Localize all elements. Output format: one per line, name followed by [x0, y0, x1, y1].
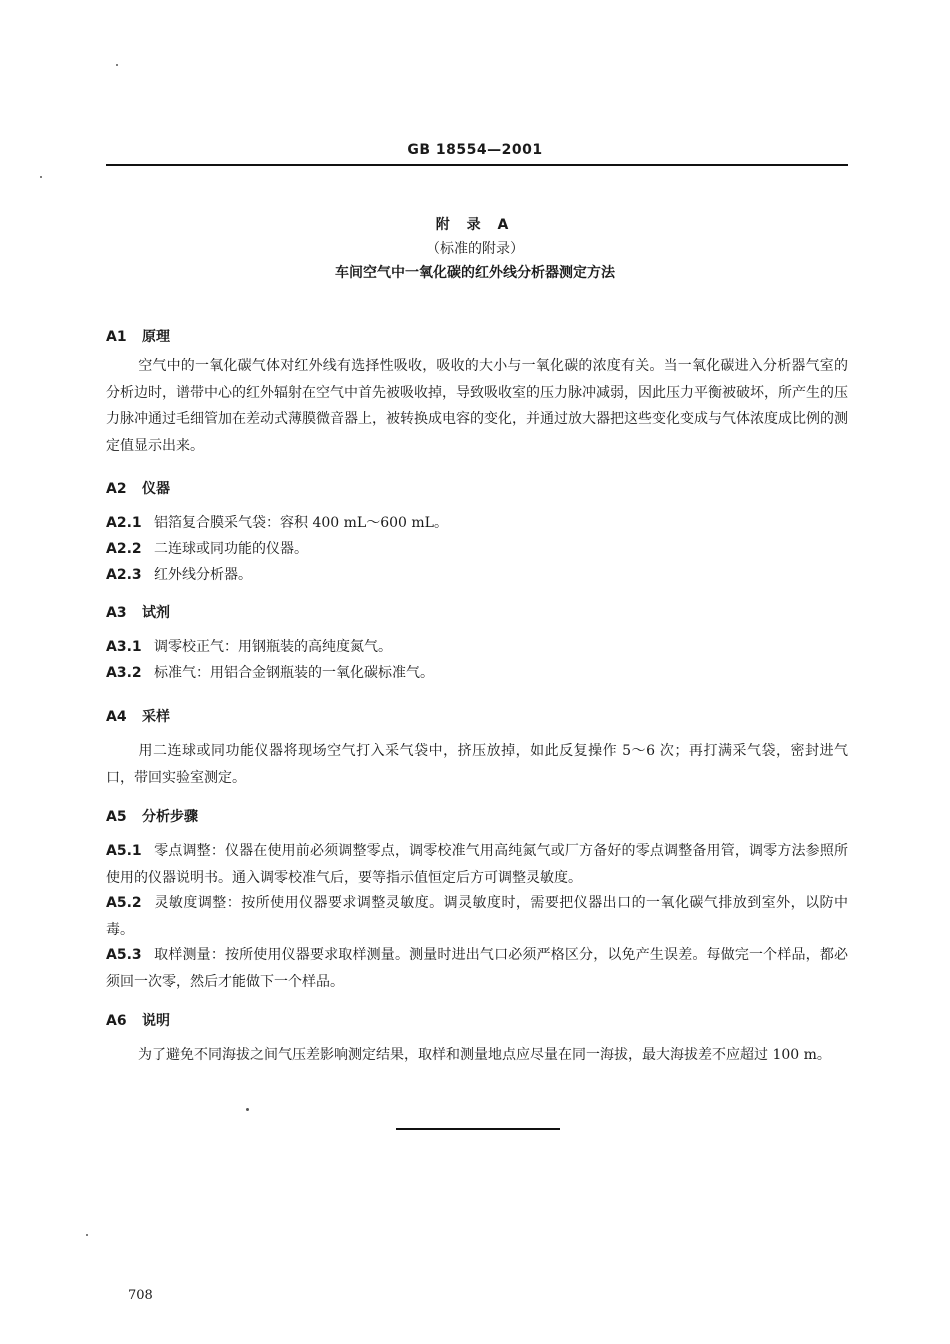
section-number: A1 — [106, 329, 127, 345]
paragraph-text: 空气中的一氧化碳气体对红外线有选择性吸收，吸收的大小与一氧化碳的浓度有关。当一氧化碳进入分析器气室的分析边时，谱带中心的红外辐射在空气中首先被吸收掉，导致吸收室的压力脉冲减弱，因此压力平衡被破坏，所产生的压力脉冲通过毛细管加在差动式薄膜微音器上，被转换成电容的变化，并通过放大器把这些变化变成与气体浓度成比例的测定值显示出来。 — [106, 358, 848, 454]
item-text: 取样测量：按所使用仪器要求取样测量。测量时进出气口必须严格区分，以免产生误差。每做完一个样品，都必须回一次零，然后才能做下一个样品。 — [106, 947, 848, 990]
paragraph-a4 — [106, 738, 848, 791]
item-number: A5.2 — [106, 895, 142, 911]
item-a2-3 — [106, 562, 848, 589]
item-a5-1 — [106, 838, 848, 891]
item-a2-2 — [106, 536, 848, 563]
section-heading-a5 — [106, 806, 198, 826]
section-number: A6 — [106, 1013, 127, 1029]
scan-speck — [86, 1234, 88, 1236]
section-title: 仪器 — [142, 481, 170, 497]
item-a5-2 — [106, 890, 848, 943]
item-text: 标准气：用铝合金钢瓶装的一氧化碳标准气。 — [154, 665, 434, 681]
section-heading-a1 — [106, 326, 170, 346]
item-a2-1 — [106, 510, 848, 537]
section-heading-a6 — [106, 1010, 170, 1030]
section-heading-a3 — [106, 602, 170, 622]
section-number: A5 — [106, 809, 127, 825]
header-rule — [106, 164, 848, 166]
item-number: A2.2 — [106, 541, 142, 557]
section-number: A3 — [106, 605, 127, 621]
paragraph-text: 用二连球或同功能仪器将现场空气打入采气袋中，挤压放掉，如此反复操作 5～6 次；再打满采气袋，密封进气口，带回实验室测定。 — [106, 743, 848, 786]
item-text: 灵敏度调整：按所使用仪器要求调整灵敏度。调灵敏度时，需要把仪器出口的一氧化碳气排放到室外，以防中毒。 — [106, 895, 848, 938]
section-number: A4 — [106, 709, 127, 725]
item-number: A5.3 — [106, 947, 142, 963]
item-text: 红外线分析器。 — [154, 567, 252, 583]
section-title: 试剂 — [142, 605, 170, 621]
scan-speck — [116, 64, 118, 66]
appendix-name: 车间空气中一氧化碳的红外线分析器测定方法 — [335, 265, 615, 281]
item-number: A5.1 — [106, 843, 142, 859]
item-text: 零点调整：仪器在使用前必须调整零点，调零校准气用高纯氮气或厂方备好的零点调整备用管，调零方法参照所使用的仪器说明书。通入调零校准气后，要等指示值恒定后方可调整灵敏度。 — [106, 843, 848, 886]
item-number: A2.3 — [106, 567, 142, 583]
standard-code: GB 18554—2001 — [407, 142, 543, 158]
section-title: 原理 — [142, 329, 170, 345]
item-text: 二连球或同功能的仪器。 — [154, 541, 308, 557]
item-number: A3.1 — [106, 639, 142, 655]
section-title: 分析步骤 — [142, 809, 198, 825]
item-a3-1 — [106, 634, 848, 661]
paragraph-a1 — [106, 353, 848, 459]
section-heading-a4 — [106, 706, 170, 726]
section-number: A2 — [106, 481, 127, 497]
end-rule — [396, 1128, 560, 1130]
section-heading-a2 — [106, 478, 170, 498]
scan-speck — [246, 1108, 249, 1111]
scan-speck — [40, 176, 42, 178]
item-text: 铝箔复合膜采气袋：容积 400 mL～600 mL。 — [154, 515, 448, 531]
paragraph-a6 — [106, 1042, 848, 1069]
item-text: 调零校正气：用钢瓶装的高纯度氮气。 — [154, 639, 392, 655]
item-a3-2 — [106, 660, 848, 687]
section-title: 说明 — [142, 1013, 170, 1029]
appendix-subtitle: （标准的附录） — [426, 241, 524, 257]
section-title: 采样 — [142, 709, 170, 725]
paragraph-text: 为了避免不同海拔之间气压差影响测定结果，取样和测量地点应尽量在同一海拔，最大海拔差不应超过 100 m。 — [138, 1047, 831, 1063]
item-number: A3.2 — [106, 665, 142, 681]
item-a5-3 — [106, 942, 848, 995]
page-number: 708 — [128, 1288, 153, 1303]
appendix-title: 附 录 A — [435, 217, 515, 233]
item-number: A2.1 — [106, 515, 142, 531]
